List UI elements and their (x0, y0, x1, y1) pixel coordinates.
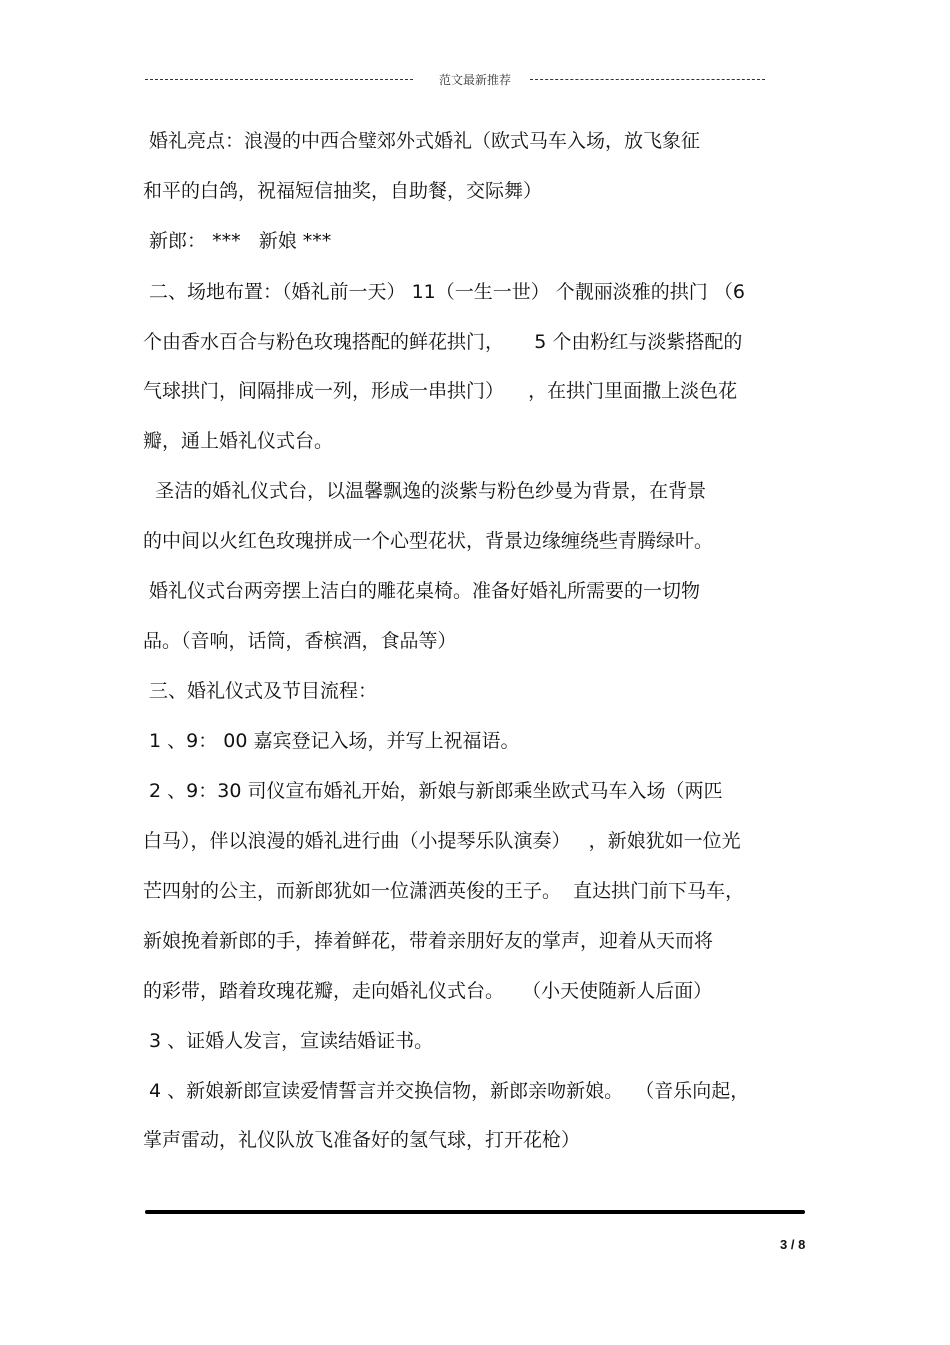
header-dashed-rule-right (530, 79, 765, 80)
body-line: 婚礼亮点：浪漫的中西合璧郊外式婚礼（欧式马车入场，放飞象征 (143, 130, 701, 152)
header-dashed-rule-left (145, 79, 413, 80)
body-line: 瓣，通上婚礼仪式台。 (143, 430, 334, 452)
body-line: 气球拱门，间隔排成一列，形成一串拱门） ，在拱门里面撒上淡色花 (143, 380, 738, 402)
footer-rule (145, 1210, 805, 1214)
body-line: 新郎： *** 新娘 *** (143, 230, 332, 252)
body-line: 芒四射的公主，而新郎犹如一位潇洒英俊的王子。 直达拱门前下马车， (143, 880, 745, 902)
body-line: 2 、9：30 司仪宣布婚礼开始，新娘与新郎乘坐欧式马车入场（两匹 (143, 780, 723, 802)
body-line: 个由香水百合与粉色玫瑰搭配的鲜花拱门， 5 个由粉红与淡紫搭配的 (143, 331, 743, 353)
body-line: 二、场地布置：（婚礼前一天） 11（一生一世） 个靓丽淡雅的拱门 （6 (143, 281, 745, 303)
body-line: 三、婚礼仪式及节目流程： (143, 680, 378, 702)
body-line: 白马），伴以浪漫的婚礼进行曲（小提琴乐队演奏） ，新娘犹如一位光 (143, 830, 741, 852)
body-line: 掌声雷动，礼仪队放飞准备好的氢气球，打开花枪） (143, 1129, 581, 1151)
body-line: 新娘挽着新郎的手，捧着鲜花，带着亲朋好友的掌声，迎着从天而将 (143, 930, 714, 952)
body-line: 的彩带，踏着玫瑰花瓣，走向婚礼仪式台。 （小天使随新人后面） (143, 980, 713, 1002)
body-line: 1 、9： 00 嘉宾登记入场，并写上祝福语。 (143, 730, 520, 752)
body-line: 婚礼仪式台两旁摆上洁白的雕花桌椅。准备好婚礼所需要的一切物 (143, 580, 701, 602)
page-header (145, 70, 765, 90)
body-line: 3 、证婚人发言，宣读结婚证书。 (143, 1030, 434, 1052)
page-number: 3 / 8 (780, 1237, 806, 1252)
body-line: 和平的白鸽，祝福短信抽奖，自助餐，交际舞） (143, 180, 543, 202)
body-line: 的中间以火红色玫瑰拼成一个心型花状，背景边缘缠绕些青腾绿叶。 (143, 530, 714, 552)
header-title: 范文最新推荐 (438, 73, 511, 87)
body-line: 圣洁的婚礼仪式台，以温馨飘逸的淡紫与粉色纱曼为背景，在背景 (143, 480, 707, 502)
body-line: 品。（音响，话筒，香槟酒，食品等） (143, 630, 457, 652)
body-line: 4 、新娘新郎宣读爱情誓言并交换信物，新郎亲吻新娘。 （音乐向起， (143, 1080, 750, 1102)
